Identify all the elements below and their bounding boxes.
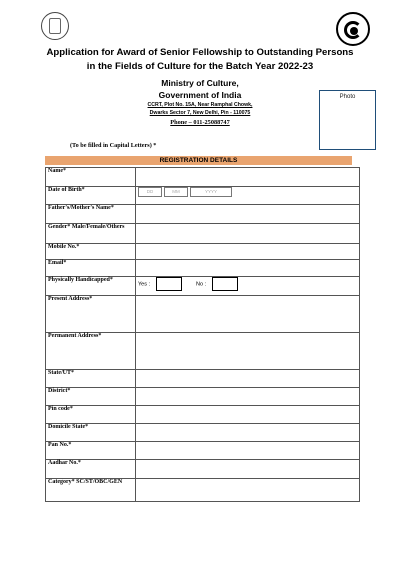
table-row	[46, 479, 360, 502]
ccrt-logo-icon	[336, 12, 370, 46]
field-label-aadhar: Aadhar No.*	[46, 460, 136, 479]
field-label-pan: Pan No.*	[46, 442, 136, 460]
fill-instruction: (To be filled in Capital Letters) *	[70, 142, 157, 149]
address-line2: Dwarks Sector 7, New Delhi, Pin - 110075	[149, 110, 251, 116]
field-label-category: Category* SC/ST/OBC/GEN	[46, 479, 136, 502]
field-label-handicapped: Physically Handicapped*	[46, 277, 136, 296]
ministry-line1: Ministry of Culture,	[161, 78, 239, 88]
yes-label: Yes :	[138, 281, 151, 288]
no-label: No :	[196, 281, 207, 288]
mobile-input[interactable]	[136, 244, 360, 260]
field-label-domicile: Domicile State*	[46, 424, 136, 442]
field-label-parent: Father's/Mother's Name*	[46, 205, 136, 224]
dob-year-input[interactable]: YYYY	[190, 187, 232, 197]
table-row	[46, 260, 360, 277]
government-emblem-icon	[41, 12, 69, 40]
pincode-input[interactable]	[136, 406, 360, 424]
form-title-line2: in the Fields of Culture for the Batch Year 2022-23	[86, 61, 314, 72]
dob-month-input[interactable]: MM	[164, 187, 188, 197]
domicile-input[interactable]	[136, 424, 360, 442]
table-row	[46, 224, 360, 244]
table-row	[46, 205, 360, 224]
photo-box[interactable]	[319, 90, 376, 150]
field-label-email: Email*	[46, 260, 136, 277]
no-checkbox[interactable]	[212, 277, 238, 291]
field-label-pincode: Pin code*	[46, 406, 136, 424]
registration-table	[45, 167, 360, 502]
present-address-input[interactable]	[136, 296, 360, 333]
field-label-mobile: Mobile No.*	[46, 244, 136, 260]
district-input[interactable]	[136, 388, 360, 406]
name-input[interactable]	[136, 168, 360, 187]
table-row	[46, 333, 360, 370]
category-input[interactable]	[136, 479, 360, 502]
field-label-dob: Date of Birth*	[46, 187, 136, 205]
table-row	[46, 296, 360, 333]
section-title: REGISTRATION DETAILS	[45, 156, 352, 165]
field-label-gender: Gender* Male/Female/Others	[46, 224, 136, 244]
field-label-permanent-address: Permanent Address*	[46, 333, 136, 370]
state-input[interactable]	[136, 370, 360, 388]
table-row	[46, 406, 360, 424]
pan-input[interactable]	[136, 442, 360, 460]
table-row	[46, 277, 360, 296]
address-line1: CCRT, Plot No. 15A, Near Ramphal Chowk,	[147, 102, 253, 108]
table-row	[46, 424, 360, 442]
aadhar-input[interactable]	[136, 460, 360, 479]
table-row	[46, 244, 360, 260]
field-label-district: District*	[46, 388, 136, 406]
phone-number: Phone – 011-25088747	[170, 119, 230, 126]
email-input[interactable]	[136, 260, 360, 277]
address	[110, 101, 290, 117]
field-label-present-address: Present Address*	[46, 296, 136, 333]
yes-checkbox[interactable]	[156, 277, 182, 291]
photo-label: Photo	[339, 94, 356, 100]
ministry-line2: Government of India	[158, 90, 242, 100]
field-label-name: Name*	[46, 168, 136, 187]
table-row	[46, 460, 360, 479]
table-row	[46, 370, 360, 388]
form-title-line1: Application for Award of Senior Fellowship to Outstanding Persons	[46, 47, 354, 58]
handicapped-options	[136, 277, 360, 296]
parent-name-input[interactable]	[136, 205, 360, 224]
ministry-heading	[110, 77, 290, 101]
permanent-address-input[interactable]	[136, 333, 360, 370]
table-row	[46, 388, 360, 406]
field-label-state: State/UT*	[46, 370, 136, 388]
gender-input[interactable]	[136, 224, 360, 244]
table-row	[46, 442, 360, 460]
table-row	[46, 187, 360, 205]
table-row	[46, 168, 360, 187]
dob-day-input[interactable]: DD	[138, 187, 162, 197]
dob-input-group	[136, 187, 360, 205]
